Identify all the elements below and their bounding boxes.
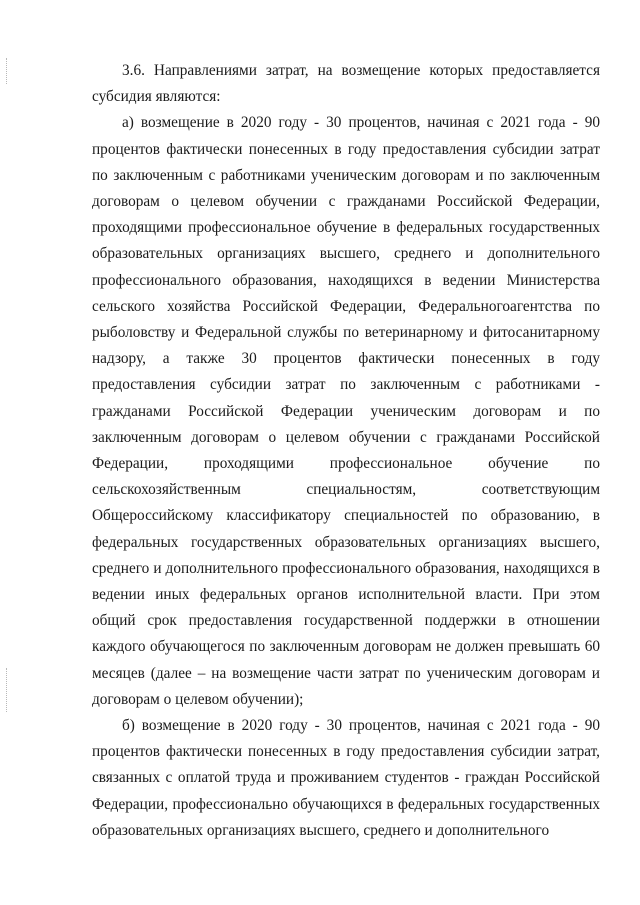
scan-edge-mark — [6, 58, 7, 84]
paragraph-a: а) возмещение в 2020 году - 30 процентов, начиная с 2021 года - 90 процентов фактически понесенных в году предоставления субсидии затрат по заключенным с работниками ученическим договорам и по заключенным договорам о целевом обучении с гражданами Российской Федерации, проходящими профессиональное обучение в федеральных государственных образовательных организациях высшего, среднего и дополнительного профессионального образования, находящихся в ведении Министерства сельского хозяйства Российской Федерации, Федеральногоагентства по рыболовству и Федеральной службы по ветеринарному и фитосанитарному надзору, а также 30 процентов фактически понесенных в году предоставления субсидии затрат по заключенным с работниками - гражданами Российской Федерации ученическим договорам и по заключенным договорам о целевом обучении с гражданами Российской Федерации, проходящими профессиональное обучение по сельскохозяйственным специальностям, соответствующим Общероссийскому классификатору специальностей по образованию, в федеральных государственных образовательных организациях высшего, среднего и дополнительного профессионального образования, находящихся в ведении иных федеральных органов исполнительной власти. При этом общий срок предоставления государственной поддержки в отношении каждого обучающегося по заключенным договорам не должен превышать 60 месяцев (далее – на возмещение части затрат по ученическим договорам и договорам о целевом обучении); — [92, 114, 600, 708]
document-body — [92, 58, 600, 844]
paragraph-3-6: 3.6. Направлениями затрат, на возмещение которых предоставляется субсидия являются: — [92, 62, 600, 106]
scan-edge-mark — [6, 668, 7, 712]
paragraph-b: б) возмещение в 2020 году - 30 процентов, начиная с 2021 года - 90 процентов фактически понесенных в году предоставления субсидии затрат, связанных с оплатой труда и проживанием студентов - граждан Российской Федерации, профессионально обучающихся в федеральных государственных образовательных организациях высшего, среднего и дополнительного — [92, 717, 600, 839]
